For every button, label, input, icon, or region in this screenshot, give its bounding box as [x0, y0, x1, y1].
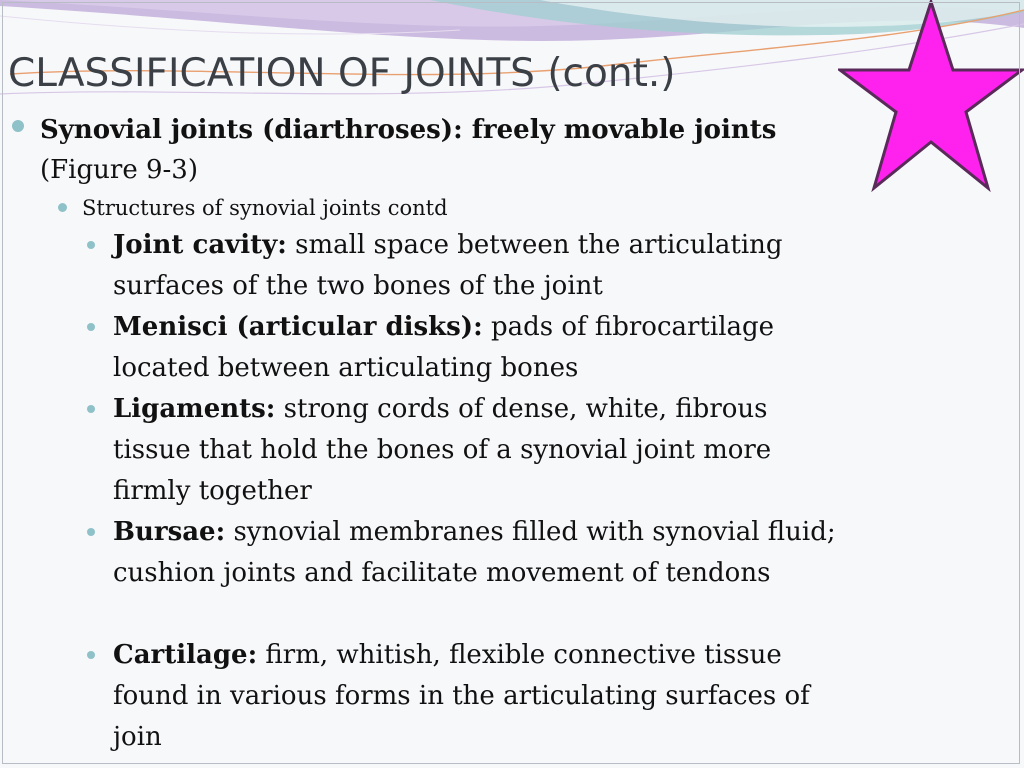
list-item-menisci [113, 307, 853, 389]
desc-menisci: pads of fibrocartilage located between articulating bones [113, 312, 775, 383]
bullet-synovial-joints [40, 110, 800, 190]
star-decoration [838, 0, 1024, 192]
figure-reference: (Figure 9-3) [40, 155, 198, 185]
subheading-structures: Structures of synovial joints contd [82, 196, 448, 220]
term-cartilage: Cartilage: [113, 640, 258, 670]
bullet-level1 [12, 120, 24, 132]
desc-bursae: synovial membranes filled with synovial fluid; cushion joints and facilitate movement of tendons [113, 517, 836, 588]
desc-joint-cavity: small space between the articulating surfaces of the two bones of the joint [113, 230, 783, 301]
term-menisci: Menisci (articular disks): [113, 312, 483, 342]
list-item-bursae [113, 512, 853, 594]
term-ligaments: Ligaments: [113, 394, 276, 424]
term-bursae: Bursae: [113, 517, 226, 547]
bullet-level3 [87, 651, 95, 659]
bullet-level3 [87, 323, 95, 331]
list-item-ligaments [113, 389, 853, 512]
list-item-joint-cavity [113, 225, 853, 307]
bullet-level3 [87, 241, 95, 249]
synovial-joints-heading: Synovial joints (diarthroses): freely movable joints [40, 115, 777, 145]
list-item-cartilage [113, 635, 853, 758]
bullet-level3 [87, 528, 95, 536]
desc-ligaments: strong cords of dense, white, fibrous tissue that hold the bones of a synovial joint more firmly together [113, 394, 772, 506]
bullet-level3 [87, 405, 95, 413]
bullet-level2 [58, 203, 67, 212]
desc-cartilage: firm, whitish, flexible connective tissue found in various forms in the articulating surfaces of join [113, 640, 810, 752]
term-joint-cavity: Joint cavity: [113, 230, 287, 260]
slide-title: CLASSIFICATION OF JOINTS (cont.) [8, 51, 676, 96]
